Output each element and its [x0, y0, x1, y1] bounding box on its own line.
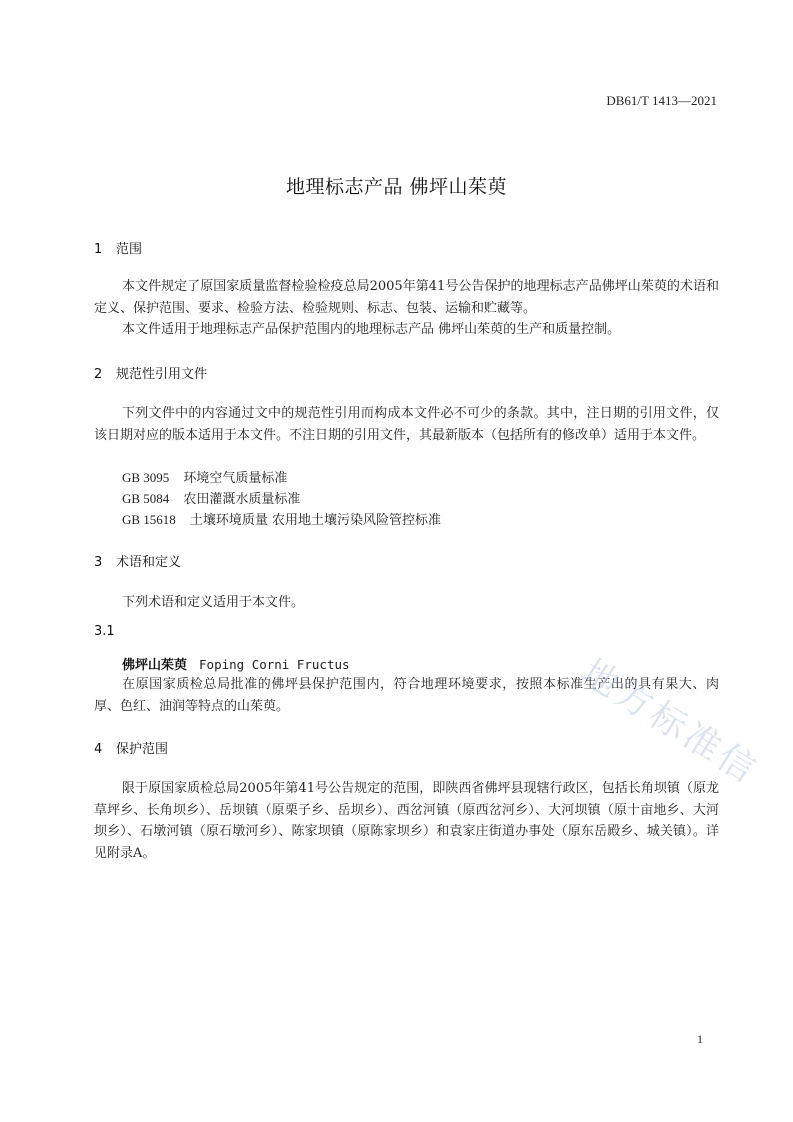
term-heading: [122, 654, 350, 673]
section-1-paragraph-2: 本文件适用于地理标志产品保护范围内的地理标志产品 佛坪山茱萸的生产和质量控制。: [122, 322, 621, 337]
section-3-heading: [94, 551, 181, 570]
section-title: 保护范围: [116, 742, 169, 757]
reference-code: GB 5084: [122, 491, 170, 506]
section-2-paragraph-1: 下列文件中的内容通过文中的规范性引用而构成本文件必不可少的条款。其中，注日期的引用文件，仅该日期对应的版本适用于本文件。不注日期的引用文件，其最新版本（包括所有的修改单）适用于本文件。: [94, 406, 719, 443]
page-number: 1: [697, 1032, 703, 1046]
section-number: 1: [94, 242, 103, 257]
term-english: Foping Corni Fructus: [199, 657, 350, 672]
reference-name: 农田灌溉水质量标准: [183, 492, 301, 507]
section-number: 3: [94, 555, 103, 570]
reference-name: 土壤环境质量 农用地土壤污染风险管控标准: [189, 513, 441, 528]
section-number: 4: [94, 742, 103, 757]
standard-code: DB61/T 1413—2021: [606, 93, 717, 108]
watermark: 地方标准信: [574, 651, 766, 793]
term-definition: 在原国家质检总局批准的佛坪县保护范围内，符合地理环境要求，按照本标准生产出的具有果大、肉厚、色红、油润等特点的山茱萸。: [94, 677, 719, 714]
section-2-heading: [94, 363, 207, 382]
section-number: 2: [94, 367, 103, 382]
reference-item: [122, 467, 287, 486]
reference-name: 环境空气质量标准: [183, 471, 288, 486]
section-title: 术语和定义: [116, 555, 182, 570]
term-number: 3.1: [94, 624, 115, 639]
reference-code: GB 15618: [122, 512, 176, 527]
reference-item: [122, 488, 300, 507]
section-3-paragraph-1: 下列术语和定义适用于本文件。: [122, 595, 305, 610]
section-4-paragraph-1: 限于原国家质检总局2005年第41号公告规定的范围，即陕西省佛坪县现辖行政区，包括长角坝镇（原龙草坪乡、长角坝乡）、岳坝镇（原栗子乡、岳坝乡）、西岔河镇（原西岔河乡）、大河坝镇（原十亩地乡、大河坝乡）、石墩河镇（原石墩河乡）、陈家坝镇（原陈家坝乡）和袁家庄街道办事处（原东岳殿乡、城关镇）。详见附录A。: [94, 781, 719, 861]
section-title: 规范性引用文件: [116, 367, 208, 382]
section-title: 范围: [116, 242, 143, 257]
section-1-paragraph-1: 本文件规定了原国家质量监督检验检疫总局2005年第41号公告保护的地理标志产品佛坪山茱萸的术语和定义、保护范围、要求、检验方法、检验规则、标志、包装、运输和贮藏等。: [94, 279, 719, 316]
reference-item: [122, 509, 441, 528]
term-chinese: 佛坪山茱萸: [122, 658, 188, 673]
section-1-heading: [94, 238, 142, 257]
document-title: 地理标志产品 佛坪山茱萸: [285, 176, 508, 198]
section-4-heading: [94, 738, 168, 757]
reference-code: GB 3095: [122, 470, 170, 485]
